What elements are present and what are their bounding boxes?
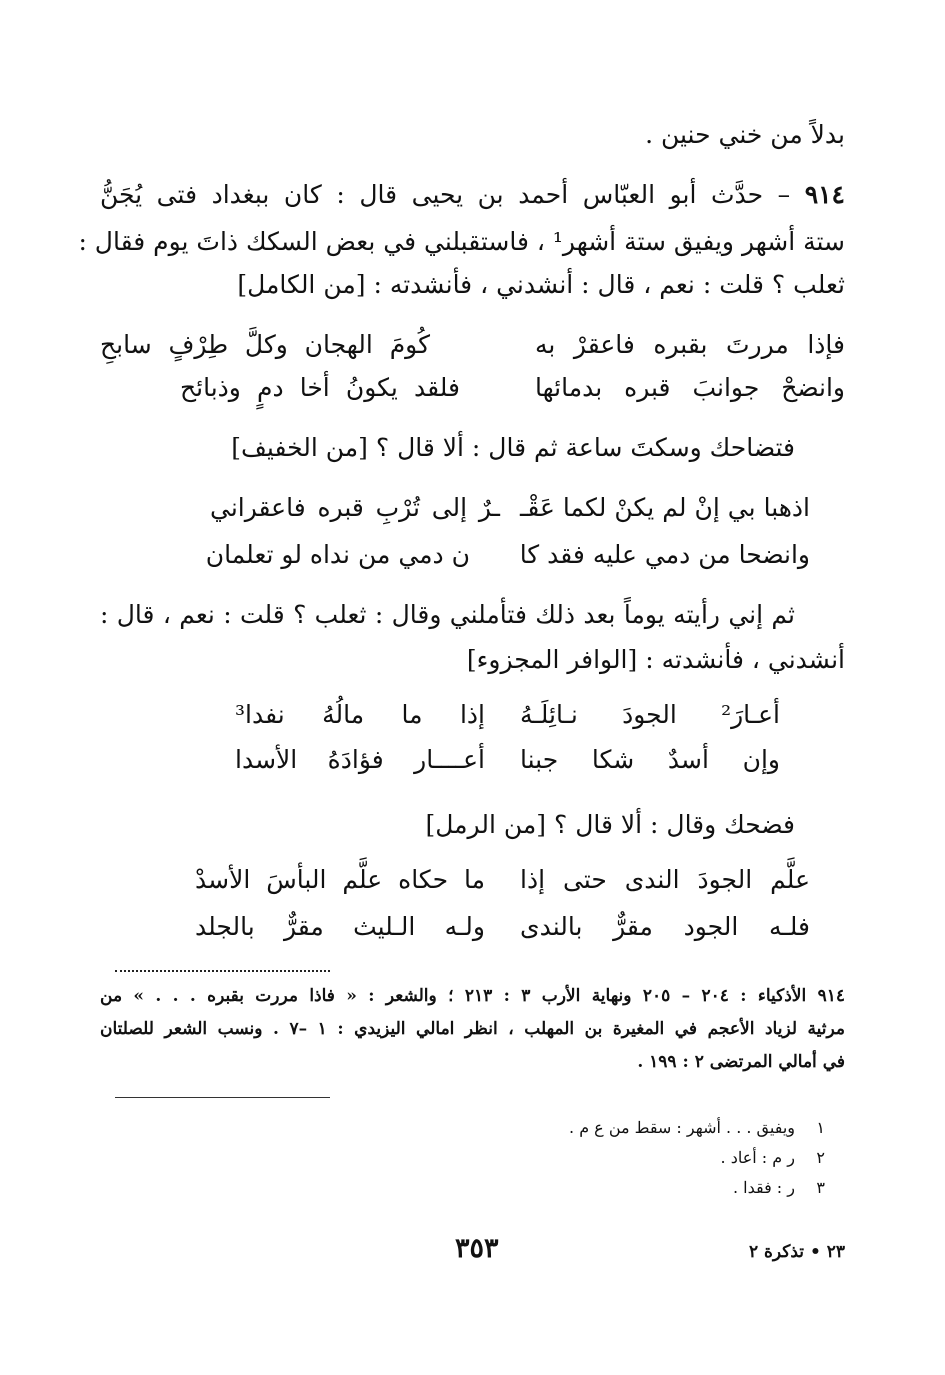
verse-line xyxy=(100,330,845,360)
verse-hemistich-second: أعــــار فؤادَهُ الأسدا xyxy=(235,745,485,774)
verse-hemistich-second: كُومَ الهجان وكلَّ طِرْفٍ سابحِ xyxy=(100,330,430,359)
footnote-number: ٢ xyxy=(816,1148,825,1167)
verse-line xyxy=(235,700,780,730)
verse-hemistich-first: وانضحْ جوانبَ قبره بدمائها xyxy=(535,373,845,402)
verse-hemistich-second: فلقد يكونُ أخا دمٍ وذبائح xyxy=(180,373,460,402)
verse-hemistich-first: وانضحا من دمي عليه فقد كا xyxy=(519,540,810,569)
footnote-text: ر م : أعاد . xyxy=(720,1148,795,1167)
verse-line xyxy=(195,865,810,895)
meter-label: [من الخفيف] xyxy=(231,433,368,462)
footnote-text: ر : فقدا . xyxy=(732,1178,795,1197)
paragraph-4: فضحك وقال : ألا قال ؟ [من الرمل] xyxy=(425,810,795,839)
continuation-line: بدلاً من خني حنين . xyxy=(645,120,845,149)
sources-line-2: مرثية لزياد الأعجم في المغيرة بن المهلب ، انظر امالي اليزيدي : ١ –٧ . ونسب الشعر للصلتان xyxy=(100,1019,846,1039)
verse-hemistich-first: فلـه الجود مقرٌّ بالندى xyxy=(520,912,810,941)
meter-label: [من الرمل] xyxy=(425,810,547,839)
verse-hemistich-second: ولـه الـليث مقرٌّ بالجلد xyxy=(195,912,485,941)
paragraph-3-line-2: أنشدني ، فأنشدته : [الوافر المجزوء] xyxy=(466,645,845,674)
verse-line xyxy=(195,912,810,942)
verse-line xyxy=(235,745,780,775)
entry-number: ٩١٤ xyxy=(804,180,845,209)
verse-line xyxy=(210,493,810,523)
verse-hemistich-second: ن دمي من نداه لو تعلمان xyxy=(205,540,470,569)
verse-hemistich-second: ـرٌ إلى تُرْبِ قبره فاعقراني xyxy=(210,493,500,522)
entry-line-1 xyxy=(100,180,845,210)
meter-label: [الوافر المجزوء] xyxy=(466,645,638,674)
verse-hemistich-first: أعـارَ² الجودَ نـائِلَـهُ xyxy=(520,700,780,729)
footnote-text: ويفيق . . . أشهر : سقط من ع م . xyxy=(569,1118,795,1137)
entry-line-3 xyxy=(100,270,845,300)
footnote-number: ٣ xyxy=(816,1178,825,1197)
footnote xyxy=(721,1148,825,1167)
verse-hemistich-first: اذهبا بي إنْ لم يكنْ لكما عَقْـ xyxy=(520,493,810,522)
verse-hemistich-first: فإذا مررتَ بقبره فاعقرْ به xyxy=(535,330,845,359)
signature-mark: ٢٣ • تذكرة ٢ xyxy=(748,1242,845,1262)
meter-label: [من الكامل] xyxy=(237,270,366,299)
footnote-separator xyxy=(115,1097,330,1098)
entry-line-2: ستة أشهر ويفيق ستة أشهر¹ ، فاستقبلني في بعض السكك ذاتَ يوم فقال : xyxy=(78,227,845,256)
verse-hemistich-second: ما حكاه علَّم البأسَ الأسدْ xyxy=(195,865,485,894)
verse-hemistich-first: علَّم الجودَ الندى حتى إذا xyxy=(520,865,810,894)
verse-line xyxy=(180,373,845,403)
footnote xyxy=(733,1178,825,1197)
verse-hemistich-second: إذا ما مالُهُ نفدا³ xyxy=(235,700,485,729)
verse-line xyxy=(205,540,810,570)
entry-text-1: – حدَّث أبو العبّاس أحمد بن يحيى قال : كان ببغداد فتى يُجَنُّ xyxy=(100,180,791,209)
footnote-number: ١ xyxy=(816,1118,825,1137)
verse-hemistich-first: وإن أسدٌ شكا جبنا xyxy=(520,745,780,774)
page-number: ٣٥٣ xyxy=(455,1233,499,1264)
paragraph-3-line-1: ثم إني رأيته يوماً بعد ذلك فتأملني وقال : ثعلب ؟ قلت : نعم ، قال : xyxy=(100,600,795,629)
sources-line-3: في أمالي المرتضى ٢ : ١٩٩ . xyxy=(637,1052,845,1072)
footnote xyxy=(569,1118,825,1137)
source-separator xyxy=(115,970,330,972)
sources-line-1: ٩١٤ الأذكياء : ٢٠٤ – ٢٠٥ ونهاية الأرب ٣ : ٢١٣ ؛ والشعر : « فاذا مررت بقبره . . . » من xyxy=(100,986,845,1006)
entry-text-3: ثعلب ؟ قلت : نعم ، قال : أنشدني ، فأنشدته : xyxy=(373,270,845,299)
paragraph-2: فتضاحك وسكتَ ساعة ثم قال : ألا قال ؟ [من الخفيف] xyxy=(231,433,795,462)
